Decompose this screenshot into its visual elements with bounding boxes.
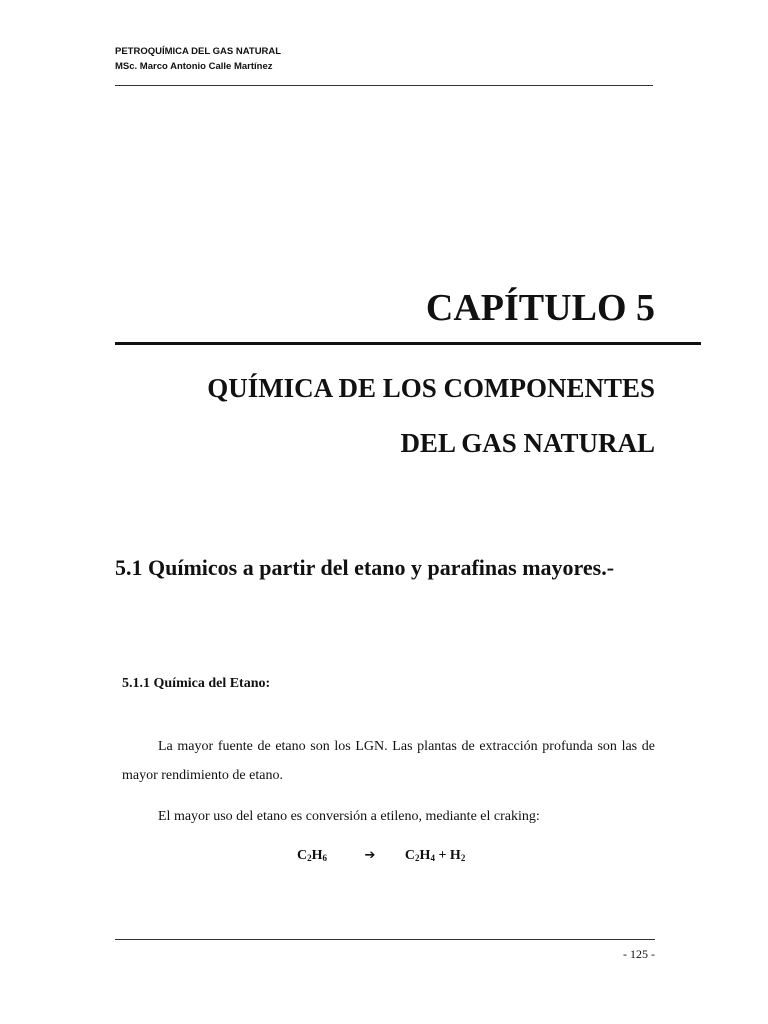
- section-heading: 5.1 Químicos a partir del etano y parafinas mayores.-: [115, 555, 615, 580]
- running-header: [115, 44, 281, 74]
- chapter-subtitle-line2: DEL GAS NATURAL: [400, 428, 655, 458]
- arrow-right-icon: ➔: [364, 848, 376, 863]
- paragraph-etano-source: La mayor fuente de etano son los LGN. Las plantas de extracción profunda son las de mayor rendimiento de etano.: [122, 739, 655, 783]
- page-number: - 125 -: [623, 947, 655, 961]
- header-divider: [115, 85, 653, 86]
- header-author: MSc. Marco Antonio Calle Martínez: [115, 61, 273, 72]
- equation-reactant: $C_2H_6$: [297, 848, 328, 863]
- paragraph-etano-use: El mayor uso del etano es conversión a etileno, mediante el craking:: [158, 809, 540, 824]
- equation-products: $C_2H_4 + H_2$: [404, 848, 466, 863]
- cracking-equation: [297, 848, 465, 864]
- footer-divider: [115, 939, 655, 940]
- chapter-title: CAPÍTULO 5: [425, 287, 655, 329]
- chapter-subtitle-line1: QUÍMICA DE LOS COMPONENTES: [207, 373, 655, 403]
- header-book-title: PETROQUÍMICA DEL GAS NATURAL: [115, 46, 282, 57]
- chapter-divider: [115, 342, 701, 345]
- subsection-heading: 5.1.1 Química del Etano:: [122, 676, 271, 691]
